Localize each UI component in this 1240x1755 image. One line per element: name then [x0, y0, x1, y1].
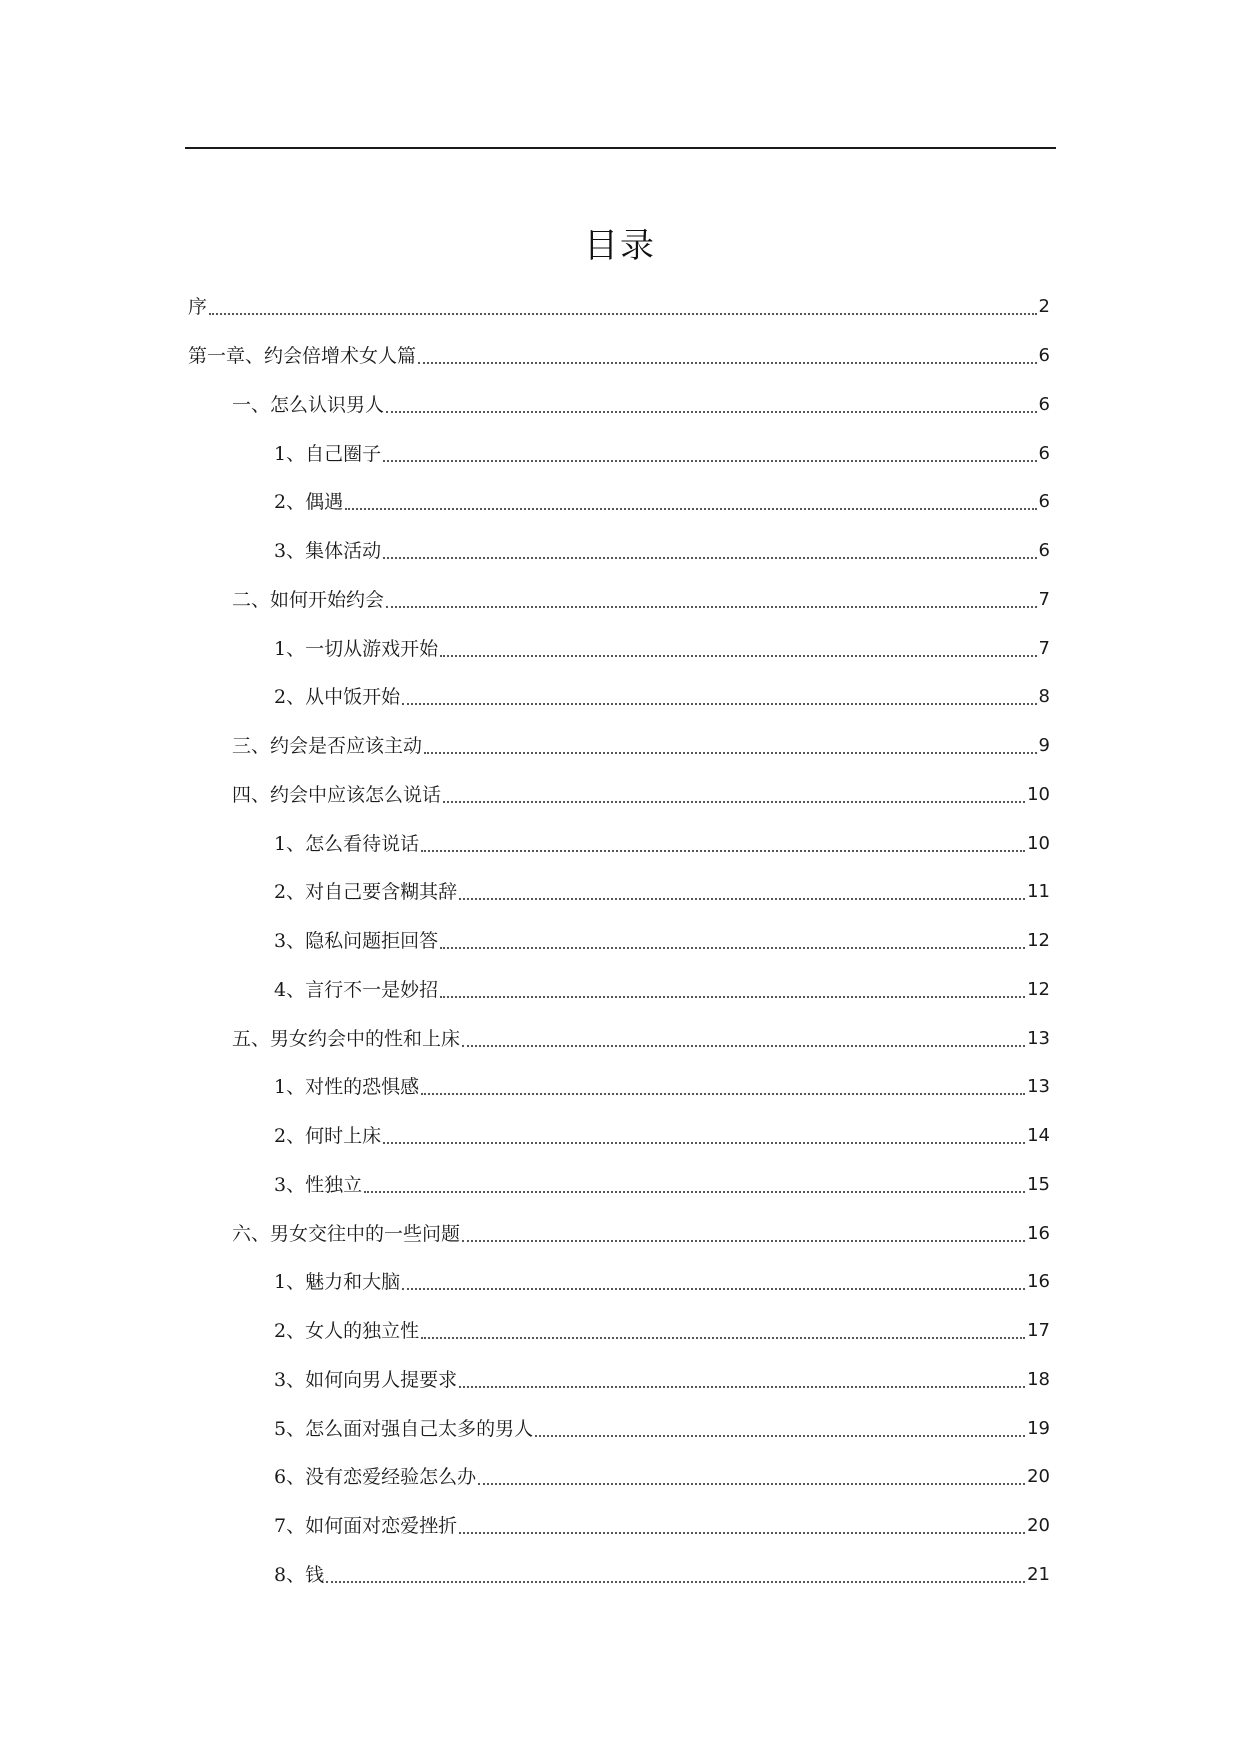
toc-page-number: 20: [1027, 1515, 1050, 1536]
dot-leader: [443, 801, 1025, 803]
toc-entry[interactable]: [274, 877, 1050, 907]
dot-leader: [326, 1581, 1025, 1583]
toc-entry-text: 1、魅力和大脑: [274, 1271, 401, 1293]
toc-entry[interactable]: [274, 1072, 1050, 1102]
toc-entry-text: 2、偶遇: [274, 491, 344, 513]
toc-page-number: 16: [1027, 1223, 1050, 1244]
toc-entry[interactable]: [274, 487, 1050, 517]
dot-leader: [345, 508, 1036, 510]
toc-entry[interactable]: [232, 390, 1050, 420]
toc-page-number: 12: [1027, 979, 1050, 1000]
dot-leader: [459, 898, 1025, 900]
toc-entry[interactable]: [274, 975, 1050, 1005]
toc-entry[interactable]: [274, 1170, 1050, 1200]
toc-entry[interactable]: [274, 682, 1050, 712]
dot-leader: [383, 460, 1036, 462]
toc-entry[interactable]: [274, 1365, 1050, 1395]
toc-entry-text: 3、性独立: [274, 1174, 363, 1196]
toc-entry-text: 序: [188, 296, 208, 318]
toc-page-number: 6: [1038, 443, 1050, 464]
toc-entry-text: 三、约会是否应该主动: [232, 735, 423, 757]
toc-entry-text: 8、钱: [274, 1564, 325, 1586]
dot-leader: [402, 703, 1036, 705]
toc-entry[interactable]: [274, 829, 1050, 859]
dot-leader: [478, 1483, 1025, 1485]
toc-entry[interactable]: [274, 536, 1050, 566]
toc-page-number: 7: [1038, 589, 1050, 610]
dot-leader: [421, 850, 1025, 852]
toc-entry-text: 一、怎么认识男人: [232, 394, 385, 416]
toc-entry[interactable]: [274, 439, 1050, 469]
toc-entry[interactable]: [232, 585, 1050, 615]
toc-entry-text: 四、约会中应该怎么说话: [232, 784, 442, 806]
dot-leader: [440, 996, 1025, 998]
toc-entry-text: 2、女人的独立性: [274, 1320, 420, 1342]
dot-leader: [383, 557, 1036, 559]
toc-page-number: 6: [1038, 345, 1050, 366]
toc-entry-text: 六、男女交往中的一些问题: [232, 1223, 461, 1245]
dot-leader: [402, 1288, 1025, 1290]
toc-page-number: 12: [1027, 930, 1050, 951]
toc-entry[interactable]: [188, 292, 1050, 322]
dot-leader: [386, 411, 1037, 413]
toc-entry[interactable]: [188, 341, 1050, 371]
toc-page-number: 6: [1038, 540, 1050, 561]
toc-entry-text: 五、男女约会中的性和上床: [232, 1028, 461, 1050]
toc-entry-text: 1、对性的恐惧感: [274, 1076, 420, 1098]
toc-page-number: 19: [1027, 1418, 1050, 1439]
toc-page-number: 17: [1027, 1320, 1050, 1341]
toc-entry[interactable]: [274, 1560, 1050, 1590]
dot-leader: [440, 655, 1036, 657]
toc-page-number: 9: [1038, 735, 1050, 756]
toc-page-number: 2: [1038, 296, 1050, 317]
dot-leader: [535, 1435, 1025, 1437]
toc-page-number: 18: [1027, 1369, 1050, 1390]
toc-page-number: 7: [1038, 638, 1050, 659]
toc-entry-text: 3、集体活动: [274, 540, 382, 562]
toc-entry[interactable]: [274, 926, 1050, 956]
toc-entry[interactable]: [274, 634, 1050, 664]
toc-entry-text: 1、怎么看待说话: [274, 833, 420, 855]
toc-page-number: 20: [1027, 1466, 1050, 1487]
toc-entry-text: 5、怎么面对强自己太多的男人: [274, 1418, 534, 1440]
toc-entry[interactable]: [232, 1024, 1050, 1054]
toc-entry[interactable]: [232, 731, 1050, 761]
toc-entry-text: 3、如何向男人提要求: [274, 1369, 458, 1391]
toc-page-number: 13: [1027, 1028, 1050, 1049]
dot-leader: [459, 1386, 1025, 1388]
page-title: 目录: [584, 226, 656, 266]
dot-leader: [386, 606, 1037, 608]
toc-entry-text: 6、没有恋爱经验怎么办: [274, 1466, 477, 1488]
toc-page-number: 10: [1027, 833, 1050, 854]
toc-entry[interactable]: [274, 1511, 1050, 1541]
dot-leader: [418, 362, 1037, 364]
toc-entry[interactable]: [274, 1462, 1050, 1492]
dot-leader: [383, 1142, 1025, 1144]
toc-entry-text: 2、对自己要含糊其辞: [274, 881, 458, 903]
dot-leader: [459, 1532, 1025, 1534]
toc-page-number: 21: [1027, 1564, 1050, 1585]
dot-leader: [421, 1337, 1025, 1339]
dot-leader: [364, 1191, 1025, 1193]
dot-leader: [209, 313, 1037, 315]
toc-page-number: 11: [1027, 881, 1050, 902]
toc-page-number: 8: [1038, 686, 1050, 707]
toc-entry[interactable]: [232, 780, 1050, 810]
dot-leader: [440, 947, 1025, 949]
toc-page-number: 15: [1027, 1174, 1050, 1195]
toc-entry-text: 第一章、约会倍增术女人篇: [188, 345, 417, 367]
toc-entry-text: 3、隐私问题拒回答: [274, 930, 439, 952]
toc-page-number: 10: [1027, 784, 1050, 805]
toc-entry-text: 1、自己圈子: [274, 443, 382, 465]
toc-page-number: 6: [1038, 394, 1050, 415]
toc-entry-text: 1、一切从游戏开始: [274, 638, 439, 660]
toc-page-number: 14: [1027, 1125, 1050, 1146]
toc-page-number: 6: [1038, 491, 1050, 512]
toc-entry[interactable]: [274, 1414, 1050, 1444]
toc-entry[interactable]: [274, 1121, 1050, 1151]
toc-entry[interactable]: [274, 1267, 1050, 1297]
toc-entry-text: 2、何时上床: [274, 1125, 382, 1147]
toc-page-number: 16: [1027, 1271, 1050, 1292]
dot-leader: [462, 1045, 1025, 1047]
dot-leader: [421, 1093, 1025, 1095]
dot-leader: [462, 1240, 1025, 1242]
toc-entry-text: 4、言行不一是妙招: [274, 979, 439, 1001]
toc-entry[interactable]: [232, 1219, 1050, 1249]
dot-leader: [424, 752, 1037, 754]
toc-entry-text: 7、如何面对恋爱挫折: [274, 1515, 458, 1537]
toc-entry-text: 二、如何开始约会: [232, 589, 385, 611]
toc-entry-text: 2、从中饭开始: [274, 686, 401, 708]
toc-page-number: 13: [1027, 1076, 1050, 1097]
toc-entry[interactable]: [274, 1316, 1050, 1346]
